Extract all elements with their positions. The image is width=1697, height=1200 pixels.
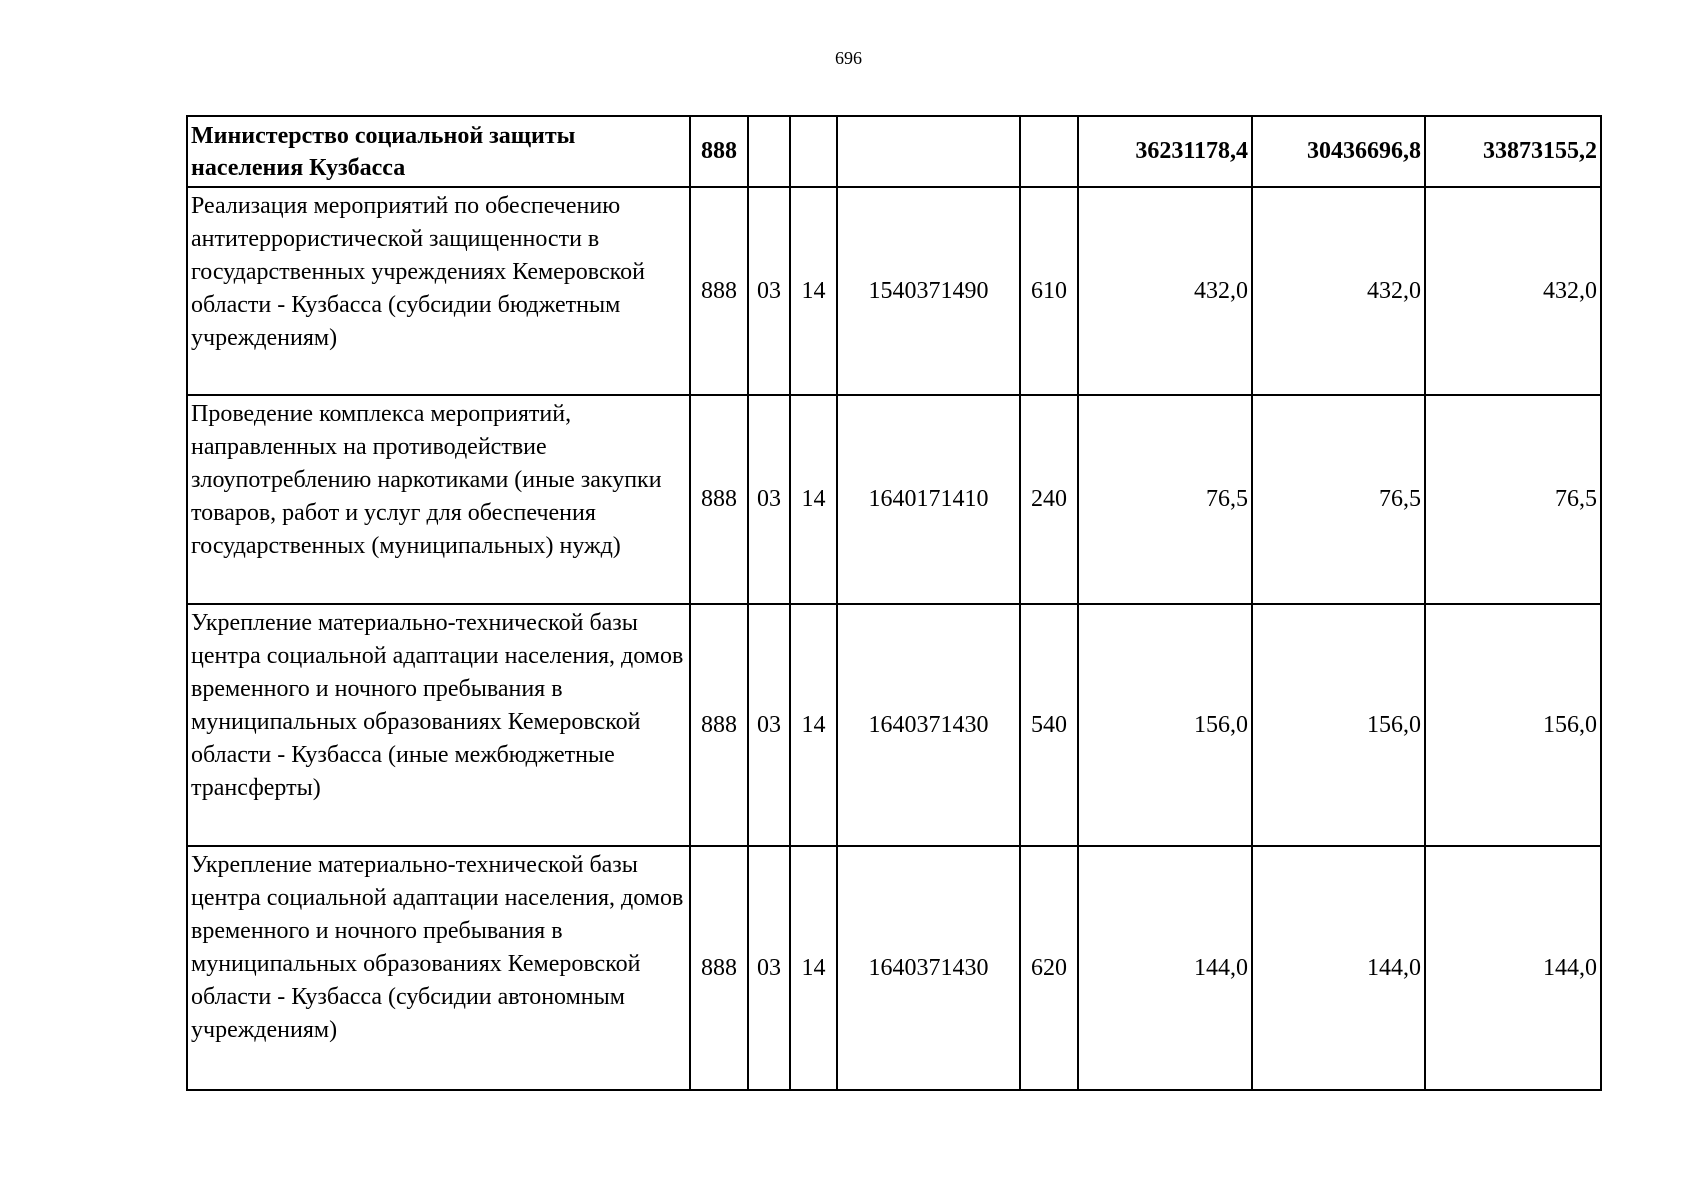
target-article: 1640171410 [837, 395, 1020, 604]
page-number: 696 [835, 48, 862, 68]
subsection-code: 14 [790, 187, 837, 395]
ministry-code: 888 [690, 846, 748, 1090]
section-code: 03 [748, 846, 790, 1090]
row-description: Укрепление материально-технической базы центра социальной адаптации населения, домов временного и ночного пребывания в муниципальных образованиях Кемеровской области - Кузбасса (субсидии автономным учреждениям) [187, 846, 690, 1090]
row-description: Укрепление материально-технической базы центра социальной адаптации населения, домов временного и ночного пребывания в муниципальных образованиях Кемеровской области - Кузбасса (иные межбюджетные трансферты) [187, 604, 690, 846]
ministry-code: 888 [690, 116, 748, 187]
amount-year-3: 156,0 [1425, 604, 1601, 846]
ministry-name: Министерство социальной защиты населения Кузбасса [187, 116, 690, 187]
amount-year-3: 144,0 [1425, 846, 1601, 1090]
target-article: 1540371490 [837, 187, 1020, 395]
subsection-code: 14 [790, 604, 837, 846]
amount-year-2: 144,0 [1252, 846, 1425, 1090]
target-article [837, 116, 1020, 187]
amount-year-1: 76,5 [1078, 395, 1252, 604]
table-row [187, 846, 1601, 1090]
expense-type: 620 [1020, 846, 1078, 1090]
amount-year-1: 432,0 [1078, 187, 1252, 395]
row-description: Реализация мероприятий по обеспечению антитеррористической защищенности в государственных учреждениях Кемеровской области - Кузбасса (субсидии бюджетным учреждениям) [187, 187, 690, 395]
amount-year-3: 432,0 [1425, 187, 1601, 395]
budget-table [186, 115, 1602, 1091]
section-code [748, 116, 790, 187]
ministry-code: 888 [690, 395, 748, 604]
expense-type [1020, 116, 1078, 187]
amount-year-2: 30436696,8 [1252, 116, 1425, 187]
target-article: 1640371430 [837, 604, 1020, 846]
amount-year-1: 36231178,4 [1078, 116, 1252, 187]
ministry-total-row [187, 116, 1601, 187]
amount-year-2: 156,0 [1252, 604, 1425, 846]
expense-type: 540 [1020, 604, 1078, 846]
amount-year-2: 432,0 [1252, 187, 1425, 395]
amount-year-1: 144,0 [1078, 846, 1252, 1090]
ministry-code: 888 [690, 187, 748, 395]
table-row [187, 395, 1601, 604]
target-article: 1640371430 [837, 846, 1020, 1090]
amount-year-3: 76,5 [1425, 395, 1601, 604]
amount-year-1: 156,0 [1078, 604, 1252, 846]
section-code: 03 [748, 187, 790, 395]
expense-type: 610 [1020, 187, 1078, 395]
subsection-code: 14 [790, 846, 837, 1090]
expense-type: 240 [1020, 395, 1078, 604]
amount-year-2: 76,5 [1252, 395, 1425, 604]
table-row [187, 187, 1601, 395]
ministry-code: 888 [690, 604, 748, 846]
section-code: 03 [748, 395, 790, 604]
table-row [187, 604, 1601, 846]
subsection-code: 14 [790, 395, 837, 604]
amount-year-3: 33873155,2 [1425, 116, 1601, 187]
subsection-code [790, 116, 837, 187]
section-code: 03 [748, 604, 790, 846]
row-description: Проведение комплекса мероприятий, направленных на противодействие злоупотреблению наркотиками (иные закупки товаров, работ и услуг для обеспечения государственных (муниципальных) нужд) [187, 395, 690, 604]
